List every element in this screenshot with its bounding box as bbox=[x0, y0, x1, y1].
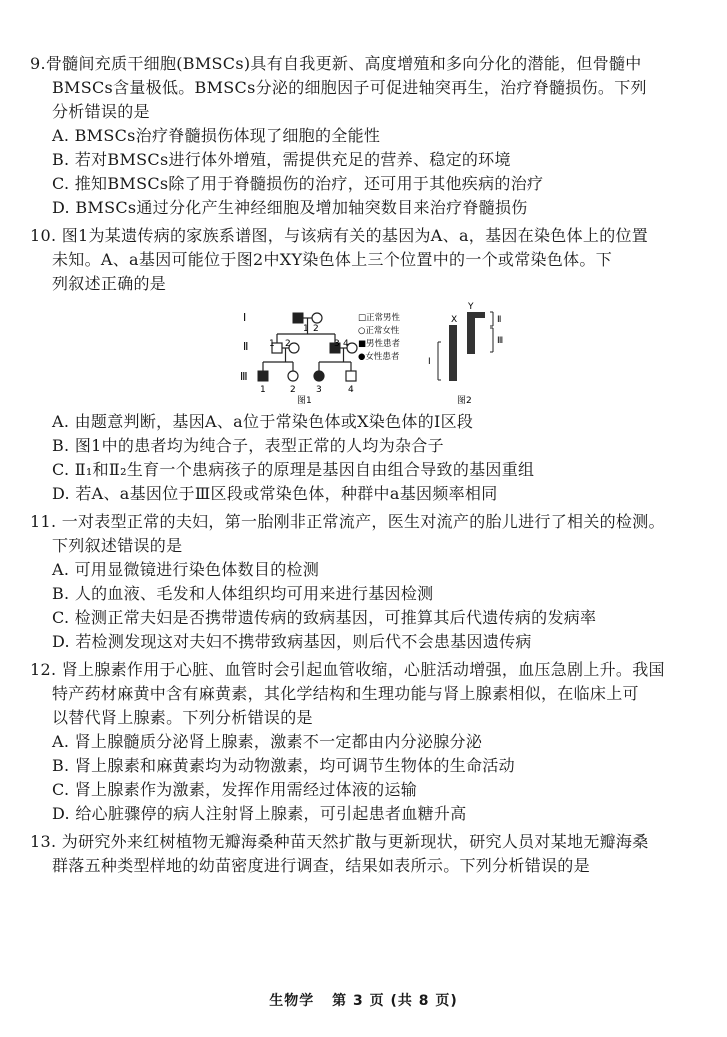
gen2-ind2-label: 2 bbox=[285, 339, 291, 349]
q12-option-b: B. 肾上腺素和麻黄素均为动物激素，均可调节生物体的生命活动 bbox=[52, 756, 515, 775]
q9-option-b: B. 若对BMSCs进行体外增殖，需提供充足的营养、稳定的环境 bbox=[52, 150, 511, 169]
gen3-ind4-label: 4 bbox=[348, 385, 354, 395]
q10-stem-line-3: 列叙述正确的是 bbox=[52, 274, 167, 293]
gen2-ind1-label: 1 bbox=[269, 339, 275, 349]
fig2-caption: 图2 bbox=[457, 396, 472, 405]
region-1-label: Ⅰ bbox=[428, 357, 431, 367]
q9-option-d: D. BMSCs通过分化产生神经细胞及增加轴突数目来治疗脊髓损伤 bbox=[52, 198, 528, 217]
gen3-ind1-affected-male bbox=[258, 371, 268, 381]
gen-label-2: Ⅱ bbox=[243, 340, 249, 353]
q13-stem-line-2: 群落五种类型样地的幼苗密度进行调查，结果如表所示。下列分析错误的是 bbox=[52, 856, 590, 875]
q9-option-c: C. 推知BMSCs除了用于脊髓损伤的治疗，还可用于其他疾病的治疗 bbox=[52, 174, 544, 193]
q10-stem-line-2: 未知。A、a基因可能位于图2中XY染色体上三个位置中的一个或常染色体。下 bbox=[52, 250, 613, 269]
gen1-ind2-label: 2 bbox=[313, 324, 319, 334]
chrom-y-label: Y bbox=[468, 302, 474, 312]
q13-stem-line-1: 13. 为研究外来红树植物无瓣海桑种苗天然扩散与更新现状，研究人员对某地无瓣海桑 bbox=[30, 832, 649, 851]
gen3-ind3-affected-female bbox=[314, 371, 324, 381]
pedigree-and-chromosome-figure bbox=[235, 300, 525, 405]
q9-stem-line-1: 9.骨髓间充质干细胞(BMSCs)具有自我更新、高度增殖和多向分化的潜能，但骨髓中 bbox=[30, 54, 642, 73]
question-11 bbox=[30, 510, 710, 654]
gen3-ind2-normal-female bbox=[288, 371, 298, 381]
q12-option-c: C. 肾上腺素作为激素，发挥作用需经过体液的运输 bbox=[52, 780, 418, 799]
gen1-ind2-normal-female bbox=[312, 313, 322, 323]
gen3-ind2-label: 2 bbox=[290, 385, 296, 395]
question-13 bbox=[30, 830, 710, 878]
gen3-ind4-normal-male bbox=[346, 371, 356, 381]
y-chromosome bbox=[467, 312, 475, 354]
chrom-x-label: X bbox=[451, 315, 458, 325]
q10-stem-line-1: 10. 图1为某遗传病的家族系谱图，与该病有关的基因为A、a，基因在染色体上的位置 bbox=[30, 226, 649, 245]
q9-stem-line-3: 分析错误的是 bbox=[52, 102, 150, 121]
footer-page-number: 第 3 页 (共 8 页) bbox=[332, 993, 458, 1009]
q12-stem-line-3: 以替代肾上腺素。下列分析错误的是 bbox=[52, 708, 313, 727]
question-10 bbox=[30, 224, 710, 296]
q9-option-a: A. BMSCs治疗脊髓损伤体现了细胞的全能性 bbox=[52, 126, 381, 145]
question-10-options bbox=[30, 410, 710, 506]
q12-stem-line-1: 12. 肾上腺素作用于心脏、血管时会引起血管收缩，心脏活动增强，血压急剧上升。我国 bbox=[30, 660, 665, 679]
x-chromosome bbox=[449, 325, 457, 381]
question-12 bbox=[30, 658, 710, 826]
gen-label-1: Ⅰ bbox=[243, 311, 247, 324]
q11-stem-line-1: 11. 一对表型正常的夫妇，第一胎刚非正常流产，医生对流产的胎儿进行了相关的检测。 bbox=[30, 512, 665, 531]
q11-option-b: B. 人的血液、毛发和人体组织均可用来进行基因检测 bbox=[52, 584, 434, 603]
legend-normal-male: □正常男性 bbox=[358, 313, 401, 323]
q11-option-a: A. 可用显微镜进行染色体数目的检测 bbox=[52, 560, 320, 579]
gen2-ind3-label: 3 bbox=[334, 339, 340, 349]
q10-figure bbox=[235, 300, 525, 405]
q11-option-c: C. 检测正常夫妇是否携带遗传病的致病基因，可推算其后代遗传病的发病率 bbox=[52, 608, 597, 627]
gen-label-3: Ⅲ bbox=[240, 370, 248, 383]
legend-affected-female: ●女性患者 bbox=[358, 352, 400, 362]
footer-subject: 生物学 bbox=[269, 993, 315, 1009]
gen3-ind3-label: 3 bbox=[316, 385, 322, 395]
y-chromosome-cap bbox=[475, 312, 485, 318]
q12-option-d: D. 给心脏骤停的病人注射肾上腺素，可引起患者血糖升高 bbox=[52, 804, 467, 823]
q10-option-a: A. 由题意判断，基因A、a位于常染色体或X染色体的Ⅰ区段 bbox=[52, 412, 474, 431]
q10-option-d: D. 若A、a基因位于Ⅲ区段或常染色体，种群中a基因频率相同 bbox=[52, 484, 498, 503]
fig1-caption: 图1 bbox=[297, 396, 312, 405]
page-footer bbox=[0, 990, 727, 1010]
q9-stem-line-2: BMSCs含量极低。BMSCs分泌的细胞因子可促进轴突再生，治疗脊髓损伤。下列 bbox=[52, 78, 647, 97]
gen2-ind4-label: 4 bbox=[343, 339, 349, 349]
region-2-label: Ⅱ bbox=[497, 315, 502, 325]
gen1-ind1-label: 1 bbox=[303, 324, 309, 334]
question-9 bbox=[30, 52, 710, 220]
q11-option-d: D. 若检测发现这对夫妇不携带致病基因，则后代不会患基因遗传病 bbox=[52, 632, 532, 651]
q12-stem-line-2: 特产药材麻黄中含有麻黄素，其化学结构和生理功能与肾上腺素相似，在临床上可 bbox=[52, 684, 639, 703]
q12-option-a: A. 肾上腺髓质分泌肾上腺素，激素不一定都由内分泌腺分泌 bbox=[52, 732, 483, 751]
legend-normal-female: ○正常女性 bbox=[358, 326, 400, 336]
gen3-ind1-label: 1 bbox=[260, 385, 266, 395]
q11-stem-line-2: 下列叙述错误的是 bbox=[52, 536, 183, 555]
legend-affected-male: ■男性患者 bbox=[358, 339, 401, 349]
region-3-label: Ⅲ bbox=[497, 336, 504, 346]
q10-option-c: C. Ⅱ₁和Ⅱ₂生育一个患病孩子的原理是基因自由组合导致的基因重组 bbox=[52, 460, 535, 479]
q10-option-b: B. 图1中的患者均为纯合子，表型正常的人均为杂合子 bbox=[52, 436, 444, 455]
gen1-ind1-affected-male bbox=[293, 313, 303, 323]
